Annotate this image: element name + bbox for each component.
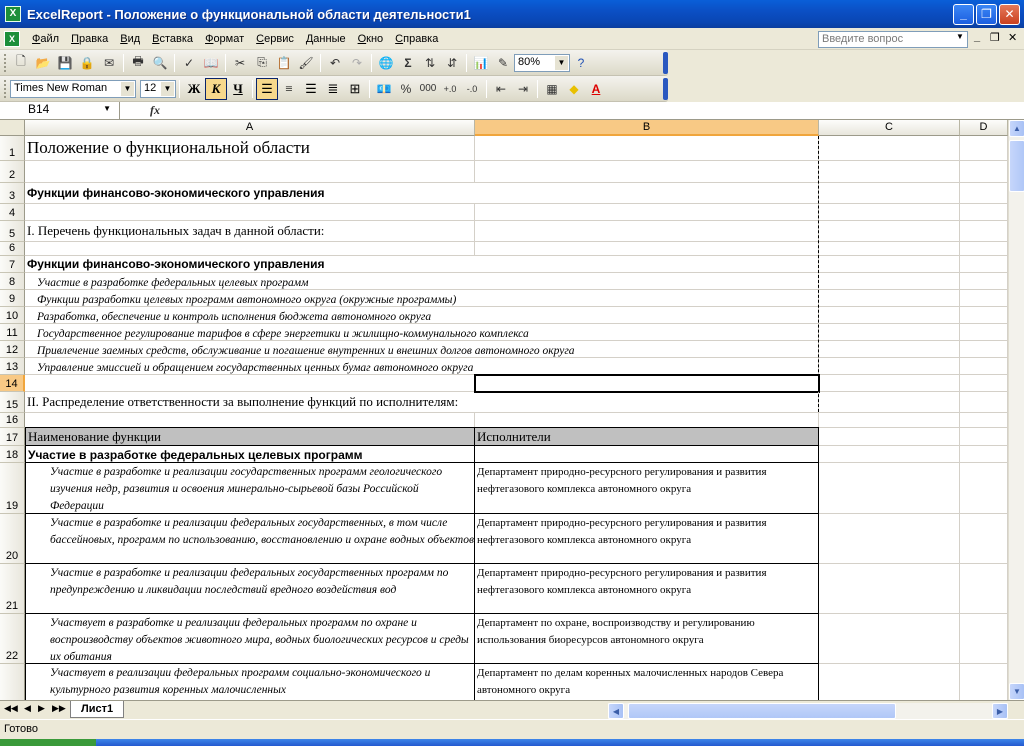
cell-d22[interactable] [960, 614, 1008, 664]
toolbar-separator [320, 54, 321, 72]
sheet-tab-list1[interactable]: Лист1 [70, 701, 124, 718]
row-header[interactable]: 21 [0, 564, 25, 614]
cell-a12[interactable]: Привлечение заемных средств, обслуживание и погашение внутренних и внешних долгов автономного округа [25, 341, 819, 358]
permission-icon[interactable]: 🔒 [79, 55, 95, 70]
cell-a22[interactable]: Участвует в разработке и реализации федеральных программ по охране и воспроизводству объектов животного мира, водных биологических ресурсов и среды их обитания [25, 614, 475, 664]
cell-c4[interactable] [819, 204, 960, 221]
increase-decimal-icon[interactable]: +.0 [443, 83, 457, 94]
row-header[interactable]: 17 [0, 428, 25, 446]
select-all-button[interactable] [0, 120, 25, 136]
formatting-toolbar [0, 76, 668, 102]
cell-c19[interactable] [819, 463, 960, 514]
toolbar-grip[interactable] [4, 54, 7, 72]
menu-data[interactable]: Данные [305, 32, 346, 45]
cell-c1[interactable] [819, 136, 960, 161]
menu-format[interactable]: Формат [205, 32, 245, 45]
row-header[interactable]: 10 [0, 307, 25, 324]
row-header[interactable]: 18 [0, 446, 25, 463]
open-folder-icon[interactable]: 📂 [35, 55, 51, 70]
close-button[interactable]: ✕ [999, 4, 1020, 25]
cell-a20[interactable]: Участие в разработке и реализации федеральных государственных, в том числе бассейновых, программ по использованию, восстановлению и охране водных объектов [25, 514, 475, 564]
justify-icon[interactable]: ≣ [327, 80, 339, 96]
toolbar-separator [174, 54, 175, 72]
cell-c7[interactable] [819, 256, 960, 273]
thousands-button[interactable]: 000 [419, 83, 437, 94]
cell-b6[interactable] [475, 242, 819, 256]
cell-b18[interactable] [475, 446, 819, 463]
sort-descending-icon[interactable]: ⇵ [446, 55, 458, 70]
hyperlink-icon[interactable]: 🌐 [378, 55, 394, 70]
row-header[interactable]: 22 [0, 614, 25, 664]
toolbar-options[interactable] [663, 52, 668, 74]
cell-d7[interactable] [960, 256, 1008, 273]
menu-window[interactable]: Окно [357, 32, 384, 45]
toolbar-options[interactable] [663, 78, 668, 100]
sort-ascending-icon[interactable]: ⇅ [424, 55, 436, 70]
row-header[interactable]: 9 [0, 290, 25, 307]
doc-minimize-button[interactable]: _ [974, 31, 981, 43]
cell-a18[interactable]: Участие в разработке федеральных целевых программ [25, 446, 475, 463]
row-header[interactable]: 4 [0, 204, 25, 221]
cell-a21[interactable]: Участие в разработке и реализации федеральных государственных программ по предупреждению и ликвидации последствий вредного воздействия вод [25, 564, 475, 614]
row-header[interactable]: 6 [0, 242, 25, 256]
cell-d1[interactable] [960, 136, 1008, 161]
cell-a1[interactable]: Положение о функциональной области [25, 136, 475, 161]
next-sheet-icon[interactable]: ▶ [38, 703, 45, 713]
cell-b5[interactable] [475, 221, 819, 242]
cell-d15[interactable] [960, 392, 1008, 413]
row-header[interactable]: 2 [0, 161, 25, 183]
formula-bar [0, 102, 1024, 120]
help-search-input[interactable]: Введите вопрос [818, 31, 968, 48]
toolbar-separator [225, 54, 226, 72]
cell-a6[interactable] [25, 242, 475, 256]
row-header[interactable]: 16 [0, 413, 25, 428]
chevron-down-icon[interactable]: ▼ [956, 32, 964, 41]
cell-a5[interactable]: I. Перечень функциональных задач в данной области: [25, 221, 475, 242]
cell-d21[interactable] [960, 564, 1008, 614]
cell-a14[interactable] [25, 375, 475, 392]
cell-c21[interactable] [819, 564, 960, 614]
cell-a16[interactable] [25, 413, 475, 428]
cell-c11[interactable] [819, 324, 960, 341]
cell-d11[interactable] [960, 324, 1008, 341]
cell-a3[interactable]: Функции финансово-экономического управления [25, 183, 819, 204]
horizontal-scrollbar[interactable] [608, 703, 1008, 719]
toolbar-separator [179, 80, 180, 98]
increase-indent-icon[interactable]: ⇥ [517, 81, 529, 96]
cell-c13[interactable] [819, 358, 960, 375]
cell-c20[interactable] [819, 514, 960, 564]
cell-c6[interactable] [819, 242, 960, 256]
chevron-down-icon[interactable]: ▼ [161, 82, 174, 96]
status-bar [0, 719, 1024, 739]
cell-a10[interactable]: Разработка, обеспечение и контроль исполнения бюджета автономного округа [25, 307, 819, 324]
vertical-scrollbar[interactable] [1008, 120, 1024, 700]
cell-c8[interactable] [819, 273, 960, 290]
italic-button[interactable]: К [205, 78, 227, 100]
row-header[interactable]: 13 [0, 358, 25, 375]
toolbar-separator [537, 80, 538, 98]
column-header-d[interactable]: D [960, 120, 1008, 136]
scroll-left-icon[interactable]: ◀ [608, 703, 624, 719]
align-left-icon[interactable]: ☰ [256, 78, 278, 100]
align-center-icon[interactable]: ≡ [285, 80, 293, 96]
currency-icon[interactable]: 💶 [376, 81, 392, 96]
row-header[interactable]: 8 [0, 273, 25, 290]
horizontal-scroll-thumb[interactable] [628, 703, 896, 719]
cell-b23[interactable]: Департамент по делам коренных малочисленных народов Севера автономного округа [475, 664, 819, 700]
autosum-button[interactable]: Σ [404, 55, 412, 70]
toolbar-separator [252, 80, 253, 98]
row-header[interactable]: 7 [0, 256, 25, 273]
scroll-right-icon[interactable]: ▶ [992, 703, 1008, 719]
cell-d4[interactable] [960, 204, 1008, 221]
spelling-icon[interactable]: ✓ [183, 55, 195, 70]
cell-b22[interactable]: Департамент по охране, воспроизводству и регулированию использования биоресурсов автономного округа [475, 614, 819, 664]
cell-c3[interactable] [819, 183, 960, 204]
cell-a2[interactable] [25, 161, 475, 183]
print-icon[interactable]: 🖶 [132, 54, 144, 68]
standard-toolbar [0, 50, 668, 76]
doc-close-button[interactable]: ✕ [1008, 32, 1018, 44]
row-header[interactable]: 11 [0, 324, 25, 341]
research-icon[interactable]: 📖 [203, 55, 219, 70]
menu-bar [0, 28, 1024, 50]
cell-c16[interactable] [819, 413, 960, 428]
start-button[interactable] [0, 739, 96, 746]
cell-c12[interactable] [819, 341, 960, 358]
cell-b16[interactable] [475, 413, 819, 428]
column-header-c[interactable]: C [819, 120, 960, 136]
font-size-select[interactable] [140, 80, 176, 98]
cell-c5[interactable] [819, 221, 960, 242]
cell-d13[interactable] [960, 358, 1008, 375]
title-bar [0, 0, 1024, 28]
cell-a4[interactable] [25, 204, 475, 221]
cell-d5[interactable] [960, 221, 1008, 242]
cell-a23[interactable]: Участвует в реализации федеральных программ социально-экономического и культурного развития коренных малочисленных [25, 664, 475, 700]
toolbar-grip[interactable] [4, 80, 7, 98]
toolbar-separator [369, 80, 370, 98]
font-name-select[interactable] [10, 80, 136, 98]
borders-icon[interactable]: ▦ [546, 81, 558, 96]
table-header-executors[interactable]: Исполнители [475, 427, 819, 446]
cell-b1[interactable] [475, 136, 819, 161]
row-header[interactable]: 15 [0, 392, 25, 413]
row-header[interactable]: 1 [0, 136, 25, 161]
prev-sheet-icon[interactable]: ◀ [24, 703, 31, 713]
cell-d18[interactable] [960, 446, 1008, 463]
menu-view[interactable]: Вид [120, 32, 141, 45]
redo-icon[interactable]: ↷ [351, 55, 363, 70]
doc-restore-button[interactable]: ❐ [990, 32, 1000, 44]
copy-icon[interactable]: ⎘ [257, 55, 267, 69]
scroll-down-icon[interactable]: ▼ [1009, 683, 1024, 700]
cell-d12[interactable] [960, 341, 1008, 358]
cell-b2[interactable] [475, 161, 819, 183]
row-header[interactable] [0, 664, 25, 700]
taskbar [0, 739, 1024, 746]
scroll-up-icon[interactable]: ▲ [1009, 120, 1024, 137]
maximize-button[interactable]: ❐ [976, 4, 997, 25]
cell-c18[interactable] [819, 446, 960, 463]
cell-d3[interactable] [960, 183, 1008, 204]
vertical-scroll-thumb[interactable] [1009, 140, 1024, 192]
undo-icon[interactable]: ↶ [329, 55, 341, 70]
menu-edit[interactable]: Правка [71, 32, 109, 45]
chart-wizard-icon[interactable]: 📊 [473, 55, 489, 70]
cell-d16[interactable] [960, 413, 1008, 428]
new-document-icon[interactable]: 🗋 [16, 54, 26, 68]
font-name-value: Times New Roman [14, 81, 108, 94]
print-preview-icon[interactable]: 🔍 [152, 55, 168, 70]
help-icon[interactable]: ? [577, 55, 585, 70]
toolbar-separator [371, 54, 372, 72]
cell-a19[interactable]: Участие в разработке и реализации государственных программ геологического изучения недр, развития и освоения минерально-сырьевой базы Российской Федерации [25, 463, 475, 514]
fill-color-icon[interactable]: ◆ [569, 81, 579, 96]
sheet-tabs-bar [0, 700, 1024, 719]
workbook-icon[interactable]: X [4, 31, 20, 47]
save-icon[interactable]: 💾 [57, 55, 73, 70]
bold-button[interactable]: Ж [187, 80, 201, 96]
zoom-select[interactable] [514, 54, 570, 72]
cell-d10[interactable] [960, 307, 1008, 324]
formula-input[interactable] [166, 102, 1024, 119]
cell-b20[interactable]: Департамент природно-ресурсного регулирования и развития нефтегазового комплекса автономного округа [475, 514, 819, 564]
underline-button[interactable]: Ч [233, 80, 243, 96]
row-header[interactable]: 3 [0, 183, 25, 204]
chevron-down-icon[interactable]: ▼ [555, 56, 568, 70]
cell-b21[interactable]: Департамент природно-ресурсного регулирования и развития нефтегазового комплекса автономного округа [475, 564, 819, 614]
cell-c9[interactable] [819, 290, 960, 307]
cell-a13[interactable]: Управление эмиссией и обращением государственных ценных бумаг автономного округа [25, 358, 819, 375]
menu-tools[interactable]: Сервис [256, 32, 294, 45]
zoom-value: 80% [518, 55, 541, 68]
active-cell-b14[interactable] [474, 374, 820, 393]
menu-insert[interactable]: Вставка [152, 32, 194, 45]
row-header[interactable]: 5 [0, 221, 25, 242]
cut-icon[interactable]: ✂ [234, 55, 246, 70]
insert-function-icon[interactable]: fx [150, 103, 160, 117]
cell-d19[interactable] [960, 463, 1008, 514]
column-header-b[interactable]: B [475, 120, 819, 136]
toolbar-separator [123, 54, 124, 72]
cell-d17[interactable] [960, 428, 1008, 446]
name-box-value: B14 [28, 102, 50, 116]
row-header[interactable]: 12 [0, 341, 25, 358]
cell-d23[interactable] [960, 664, 1008, 700]
cell-d2[interactable] [960, 161, 1008, 183]
row-header[interactable]: 20 [0, 514, 25, 564]
cell-c22[interactable] [819, 614, 960, 664]
drawing-icon[interactable]: ✎ [497, 55, 509, 70]
last-sheet-icon[interactable]: ▶▶ [52, 703, 66, 713]
cell-c10[interactable] [819, 307, 960, 324]
cell-d14[interactable] [960, 375, 1008, 392]
cell-c14[interactable] [820, 375, 960, 392]
toolbar-separator [486, 80, 487, 98]
decrease-indent-icon[interactable]: ⇤ [495, 81, 507, 96]
cell-a15[interactable]: II. Распределение ответственности за выполнение функций по исполнителям: [25, 392, 819, 413]
page-break-line [818, 136, 819, 412]
percent-button[interactable]: % [400, 81, 412, 96]
font-size-value: 12 [144, 81, 157, 94]
cell-d6[interactable] [960, 242, 1008, 256]
cell-c23[interactable] [819, 664, 960, 700]
first-sheet-icon[interactable]: ◀◀ [4, 703, 18, 713]
paste-icon[interactable]: 📋 [276, 55, 292, 70]
table-header-function[interactable]: Наименование функции [25, 427, 475, 446]
cell-c2[interactable] [819, 161, 960, 183]
email-icon[interactable]: ✉ [103, 55, 115, 70]
toolbar-separator [466, 54, 467, 72]
font-color-icon[interactable]: A [591, 81, 601, 96]
column-header-a[interactable]: A [25, 120, 475, 136]
cell-d9[interactable] [960, 290, 1008, 307]
minimize-button[interactable]: _ [953, 4, 974, 25]
cell-c15[interactable] [819, 392, 960, 413]
row-header[interactable]: 14 [0, 375, 25, 392]
worksheet-grid[interactable] [0, 120, 1008, 700]
cell-d20[interactable] [960, 514, 1008, 564]
window-title: ExcelReport - Положение о функциональной области деятельности1 [27, 6, 471, 22]
align-right-icon[interactable]: ☰ [305, 80, 317, 96]
cell-a11[interactable]: Государственное регулирование тарифов в сфере энергетики и жилищно-коммунального комплекса [25, 324, 819, 341]
cell-b4[interactable] [475, 204, 819, 221]
cell-a7[interactable]: Функции финансово-экономического управления [25, 256, 819, 273]
merge-center-icon[interactable]: ⊞ [349, 80, 361, 96]
excel-app-icon[interactable]: X [5, 6, 21, 22]
cell-b19[interactable]: Департамент природно-ресурсного регулирования и развития нефтегазового комплекса автономного округа [475, 463, 819, 514]
name-box[interactable] [0, 102, 120, 119]
menu-help[interactable]: Справка [395, 32, 439, 45]
status-text: Готово [4, 723, 38, 735]
cell-a8[interactable]: Участие в разработке федеральных целевых программ [25, 273, 819, 290]
chevron-down-icon[interactable]: ▼ [121, 82, 134, 96]
menu-file[interactable]: Файл [32, 32, 60, 45]
cell-c17[interactable] [819, 428, 960, 446]
cell-a9[interactable]: Функции разработки целевых программ автономного округа (окружные программы) [25, 290, 819, 307]
cell-d8[interactable] [960, 273, 1008, 290]
format-painter-icon[interactable]: 🖌 [298, 55, 314, 70]
chevron-down-icon[interactable]: ▼ [103, 104, 111, 113]
row-header[interactable]: 19 [0, 463, 25, 514]
decrease-decimal-icon[interactable]: -.0 [466, 83, 478, 94]
